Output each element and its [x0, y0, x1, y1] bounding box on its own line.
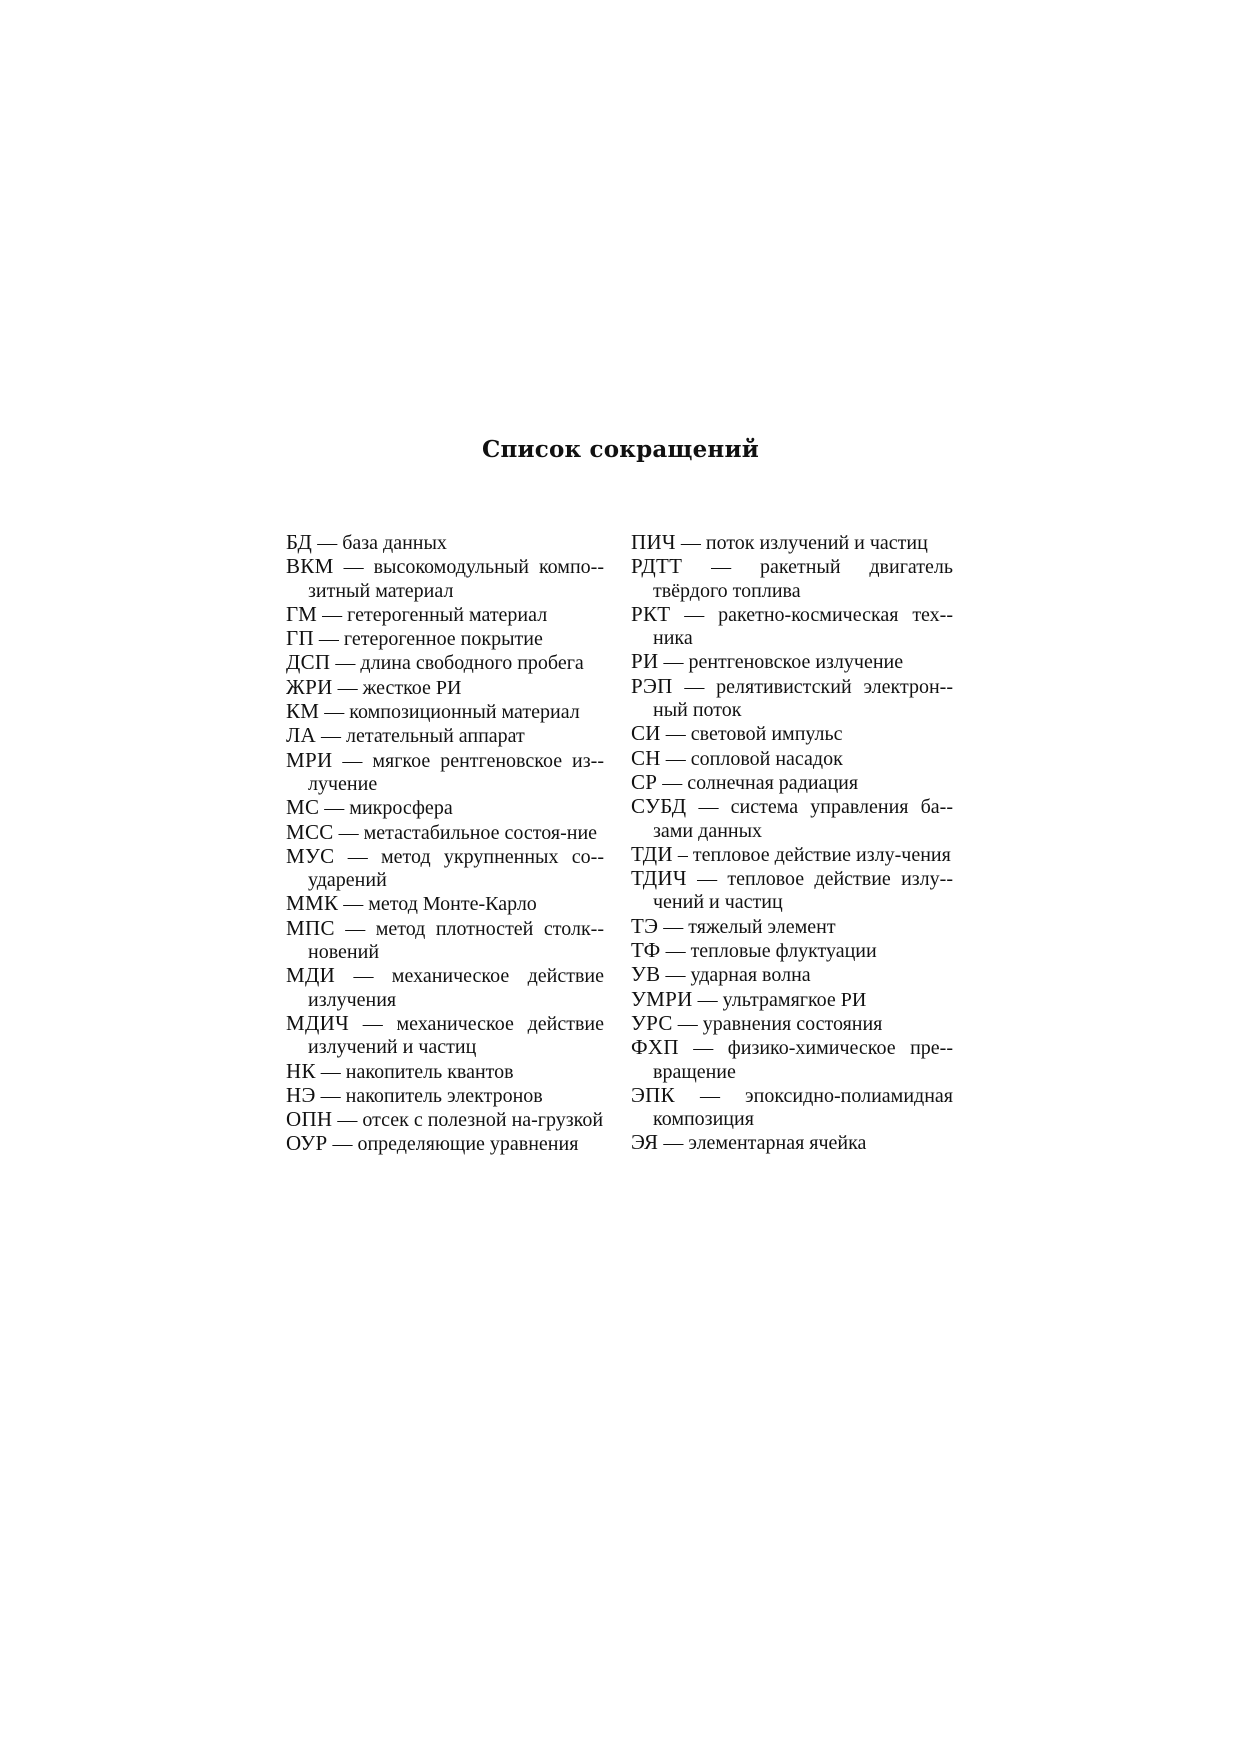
- abbreviation-entry: [286, 1108, 604, 1132]
- abbreviation-entry: [631, 867, 953, 915]
- abbreviation-entry: [286, 627, 604, 651]
- abbreviation-entry: [286, 964, 604, 1012]
- abbreviation-entry: [631, 843, 953, 867]
- abbreviation-entry: [286, 821, 604, 845]
- abbreviation-definition: — поток излучений и частиц: [675, 532, 928, 554]
- abbreviation-definition: — элементарная ячейка: [658, 1132, 867, 1155]
- abbreviation-definition: — сопловой насадок: [660, 747, 843, 770]
- abbreviation-term: ЭЯ: [631, 1130, 659, 1155]
- abbreviation-entry: [286, 700, 604, 724]
- abbreviation-entry: [286, 892, 604, 916]
- abbreviation-definition: — накопитель квантов: [315, 1060, 514, 1083]
- abbreviation-definition: — рентгеновское излучение: [658, 651, 904, 674]
- abbreviation-term: ФХП: [631, 1035, 679, 1060]
- abbreviation-definition: — система управления ба-зами данных: [653, 796, 953, 842]
- abbreviation-definition: — определяющие уравнения: [327, 1133, 579, 1156]
- abbreviation-entry: [286, 603, 604, 627]
- abbreviation-definition: — тяжелый элемент: [658, 915, 836, 938]
- abbreviation-term: УМРИ: [631, 986, 693, 1011]
- abbreviation-definition: — световой импульс: [660, 723, 843, 746]
- abbreviation-entry: [286, 651, 604, 675]
- abbreviation-term: РКТ: [631, 601, 671, 626]
- abbreviation-term: ЛА: [286, 723, 317, 748]
- abbreviation-entry: [286, 1084, 604, 1108]
- abbreviation-definition: — отсек с полезной на-грузкой: [332, 1109, 604, 1132]
- abbreviation-entry: [631, 603, 953, 651]
- abbreviation-definition: — метод Монте-Карло: [338, 893, 537, 916]
- abbreviation-entry: [286, 845, 604, 893]
- abbreviation-term: ЭПК: [631, 1082, 675, 1107]
- abbreviation-definition: — эпоксидно-полиамидная композиция: [653, 1084, 953, 1131]
- abbreviation-definition: — высокомодульный компо-зитный материал: [308, 556, 604, 602]
- abbreviation-term: УРС: [631, 1010, 673, 1035]
- abbreviation-term: РЭП: [631, 673, 673, 698]
- abbreviation-term: ТДИЧ: [631, 866, 687, 891]
- abbreviation-term: НК: [286, 1058, 316, 1083]
- abbreviation-definition: — метод укрупненных со-ударений: [308, 845, 604, 892]
- abbreviation-term: ОПН: [286, 1107, 333, 1132]
- abbreviation-entry: [631, 963, 953, 987]
- abbreviation-entry: [631, 988, 953, 1012]
- abbreviation-definition: — ракетный двигатель твёрдого топлива: [653, 556, 953, 602]
- abbreviation-entry: [631, 1084, 953, 1132]
- abbreviation-entry: [286, 917, 604, 965]
- abbreviation-definition: — гетерогенный материал: [317, 603, 548, 626]
- abbreviation-term: ГМ: [286, 601, 318, 626]
- abbreviation-definition: — накопитель электронов: [315, 1084, 543, 1107]
- abbreviation-term: СУБД: [631, 794, 687, 819]
- abbreviation-entry: [631, 722, 953, 746]
- abbreviation-term: МС: [286, 795, 320, 820]
- abbreviation-definition: — база данных: [312, 532, 447, 554]
- abbreviation-term: ТФ: [631, 938, 661, 963]
- abbreviation-term: ВКМ: [286, 554, 334, 579]
- abbreviation-entry: [286, 1132, 604, 1156]
- abbreviations-left-column: [286, 531, 604, 1157]
- abbreviation-definition: — физико-химическое пре-вращение: [653, 1037, 953, 1083]
- abbreviation-term: СИ: [631, 721, 661, 746]
- abbreviation-entry: [631, 771, 953, 795]
- abbreviation-entry: [286, 1060, 604, 1084]
- abbreviation-term: СН: [631, 745, 661, 770]
- abbreviation-definition: — релятивистский электрон-ный поток: [653, 675, 953, 722]
- abbreviation-term: МДИ: [286, 963, 336, 988]
- abbreviation-term: ТДИ: [631, 841, 673, 866]
- abbreviation-entry: [631, 650, 953, 674]
- abbreviation-term: ОУР: [286, 1131, 328, 1156]
- abbreviation-entry: [631, 531, 953, 555]
- page-title: Список сокращений: [482, 436, 759, 463]
- abbreviation-term: РИ: [631, 649, 659, 674]
- abbreviation-term: СР: [631, 769, 658, 794]
- abbreviation-entry: [631, 795, 953, 843]
- abbreviation-entry: [631, 939, 953, 963]
- abbreviation-definition: — тепловые флуктуации: [660, 940, 877, 963]
- abbreviation-definition: — солнечная радиация: [657, 771, 859, 794]
- abbreviation-term: УВ: [631, 962, 661, 987]
- abbreviation-term: РДТТ: [631, 554, 683, 579]
- abbreviation-term: ГП: [286, 626, 314, 651]
- abbreviation-definition: — механическое действие излучений и частиц: [308, 1012, 604, 1059]
- abbreviation-term: НЭ: [286, 1082, 316, 1107]
- abbreviation-definition: — тепловое действие излу-чений и частиц: [653, 868, 953, 914]
- abbreviation-term: ММК: [286, 891, 339, 916]
- abbreviation-definition: — уравнения состояния: [672, 1012, 883, 1035]
- abbreviation-entry: [631, 675, 953, 723]
- abbreviation-term: КМ: [286, 699, 320, 724]
- abbreviation-entry: [631, 555, 953, 603]
- abbreviation-entry: [286, 555, 604, 603]
- abbreviation-entry: [286, 676, 604, 700]
- abbreviation-definition: — метод плотностей столк-новений: [308, 917, 604, 964]
- abbreviation-entry: [286, 724, 604, 748]
- abbreviation-term: МПС: [286, 915, 335, 940]
- abbreviation-entry: [286, 531, 604, 555]
- abbreviation-entry: [631, 1012, 953, 1036]
- abbreviation-definition: — композиционный материал: [319, 701, 580, 724]
- abbreviation-definition: — длина свободного пробега: [330, 652, 584, 675]
- abbreviation-term: ПИЧ: [631, 530, 676, 554]
- abbreviation-entry: [631, 1036, 953, 1084]
- abbreviation-term: БД: [286, 530, 313, 554]
- abbreviation-definition: — механическое действие излучения: [308, 965, 604, 1011]
- abbreviation-definition: — мягкое рентгеновское из-лучение: [308, 749, 604, 795]
- abbreviation-term: ЖРИ: [286, 674, 333, 699]
- abbreviation-entry: [631, 1131, 953, 1155]
- abbreviation-entry: [631, 915, 953, 939]
- abbreviation-entry: [631, 747, 953, 771]
- abbreviation-term: МУС: [286, 843, 335, 868]
- abbreviation-definition: — летательный аппарат: [316, 725, 525, 748]
- abbreviation-definition: — жесткое РИ: [332, 676, 462, 699]
- abbreviation-definition: — микросфера: [319, 797, 453, 820]
- abbreviation-definition: — ультрамягкое РИ: [692, 988, 867, 1011]
- abbreviation-definition: — ракетно-космическая тех-ника: [653, 603, 953, 650]
- abbreviation-entry: [286, 749, 604, 797]
- abbreviation-term: МДИЧ: [286, 1010, 350, 1035]
- abbreviation-term: МРИ: [286, 747, 333, 772]
- abbreviation-definition: — метастабильное состоя-ние: [333, 821, 598, 844]
- abbreviation-entry: [286, 1012, 604, 1060]
- abbreviation-term: ТЭ: [631, 913, 659, 938]
- abbreviation-term: ДСП: [286, 650, 331, 675]
- abbreviations-right-column: [631, 531, 953, 1156]
- abbreviation-term: МСС: [286, 819, 334, 844]
- abbreviation-definition: — гетерогенное покрытие: [313, 628, 543, 651]
- abbreviation-definition: — ударная волна: [660, 964, 811, 987]
- abbreviation-entry: [286, 796, 604, 820]
- abbreviation-definition: – тепловое действие излу-чения: [672, 843, 951, 866]
